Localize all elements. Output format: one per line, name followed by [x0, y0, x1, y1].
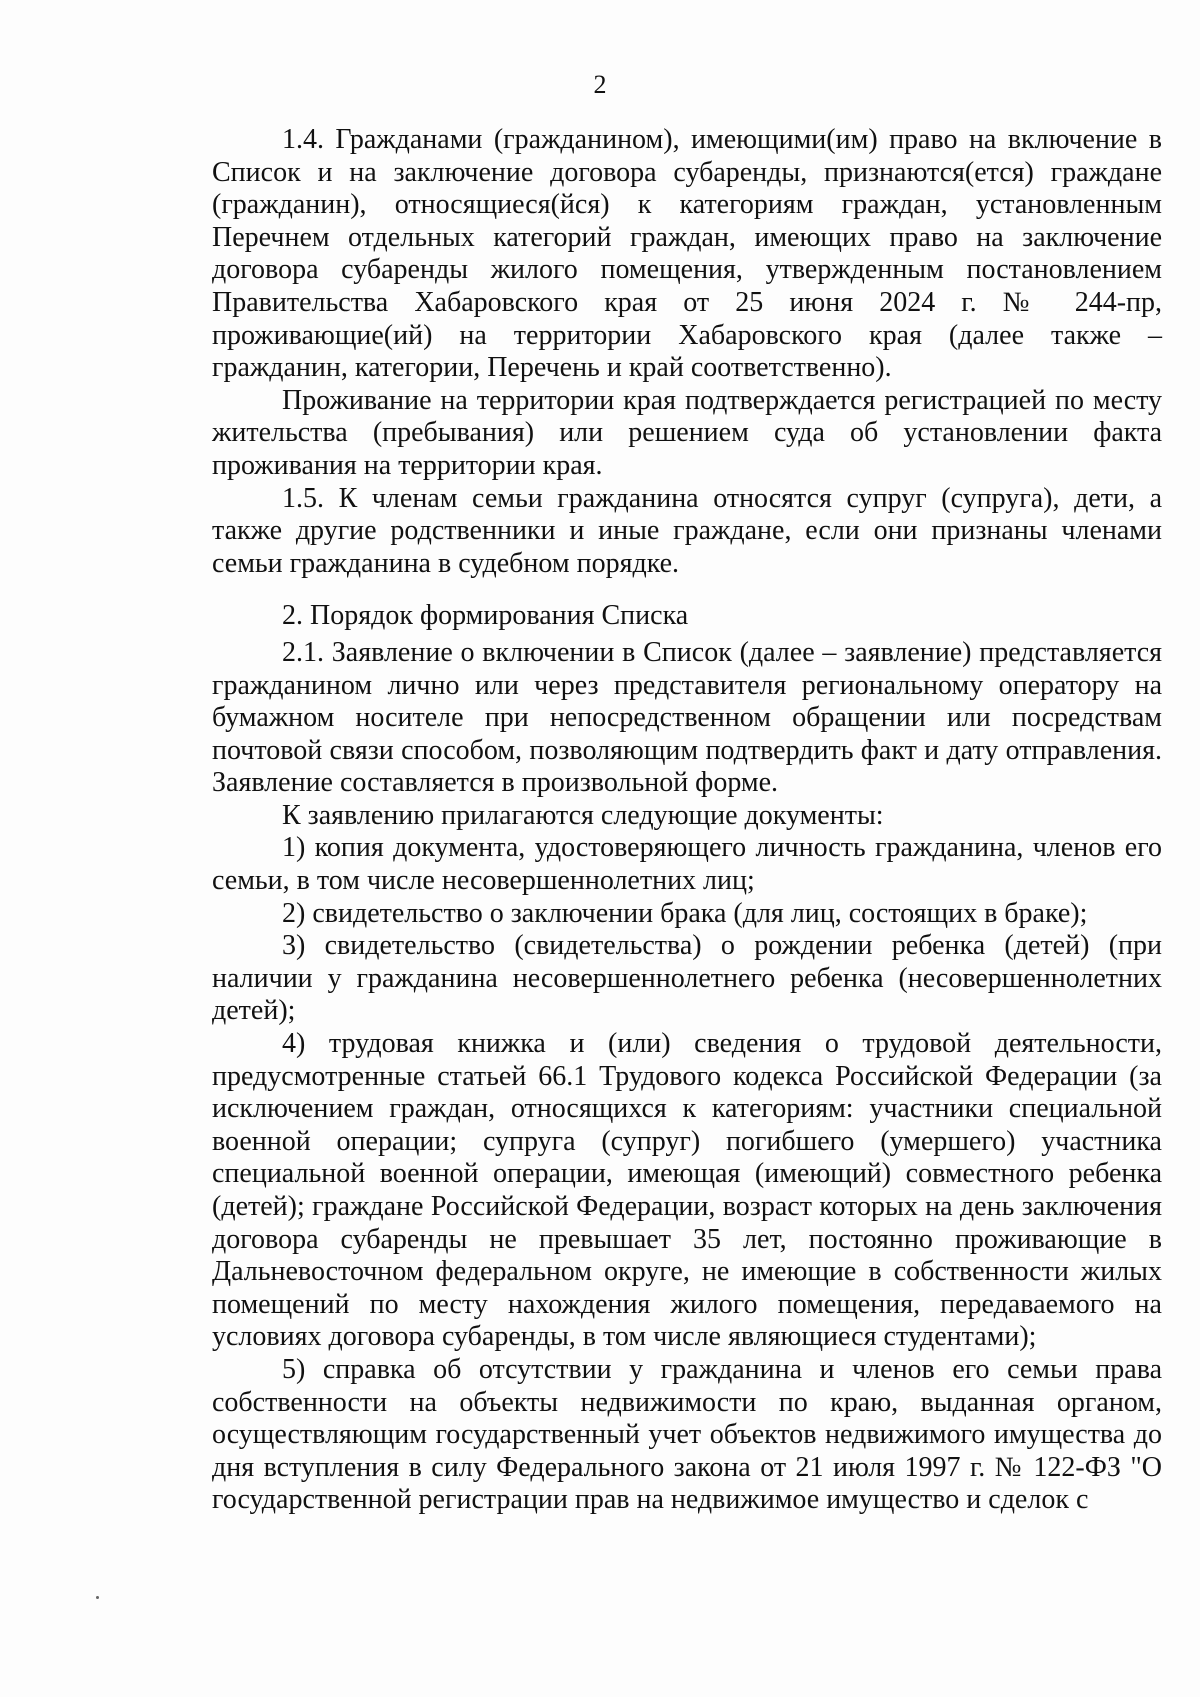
- list-item-3: 3) свидетельство (свидетельства) о рождении ребенка (детей) (при наличии у гражданина несовершеннолетнего ребенка (несовершеннолетних детей);: [212, 930, 1162, 1027]
- document-body: [212, 124, 1162, 1517]
- list-item-5: 5) справка об отсутствии у гражданина и членов его семьи права собственности на объекты недвижимости по краю, выданная органом, осуществляющим государственный учет объектов недвижимого имущества до дня вступления в силу Федерального закона от 21 июля 1997 г. № 122-ФЗ "О государственной регистрации прав на недвижимое имущество и сделок с: [212, 1353, 1162, 1516]
- paragraph-1-5: 1.5. К членам семьи гражданина относятся супруг (супруга), дети, а также другие родственники и иные граждане, если они признаны членами семьи гражданина в судебном порядке.: [212, 482, 1162, 579]
- paragraph-1-4: 1.4. Гражданами (гражданином), имеющими(им) право на включение в Список и на заключение договора субаренды, признаются(ется) граждане (гражданин), относящиеся(йся) к категориям граждан, установленным Перечнем отдельных категорий граждан, имеющих право на заключение договора субаренды жилого помещения, утвержденным постановлением Правительства Хабаровского края от 25 июня 2024 г. № 244-пр, проживающие(ий) на территории Хабаровского края (далее также – гражданин, категории, Перечень и край соответственно).: [212, 124, 1162, 384]
- list-item-2: 2) свидетельство о заключении брака (для лиц, состоящих в браке);: [282, 897, 1088, 929]
- list-item-1: 1) копия документа, удостоверяющего личность гражданина, членов его семьи, в том числе несовершеннолетних лиц;: [212, 832, 1162, 897]
- paragraph-residence: Проживание на территории края подтверждается регистрацией по месту жительства (пребывания) или решением суда об установлении факта проживания на территории края.: [212, 384, 1162, 481]
- scan-artifact-dot: [96, 1596, 99, 1599]
- list-item-4: 4) трудовая книжка и (или) сведения о трудовой деятельности, предусмотренные статьей 66.1 Трудового кодекса Российской Федерации (за исключением граждан, относящихся к категориям: участники специальной военной операции; супруга (супруг) погибшего (умершего) участника специальной военной операции, имеющая (имеющий) совместного ребенка (детей); граждане Российской Федерации, возраст которых на день заключения договора субаренды не превышает 35 лет, постоянно проживающие в Дальневосточном федеральном округе, не имеющие в собственности жилых помещений по месту нахождения жилого помещения, передаваемого на условиях договора субаренды, в том числе являющиеся студентами);: [212, 1028, 1162, 1353]
- paragraph-documents-intro: К заявлению прилагаются следующие документы:: [282, 799, 884, 831]
- paragraph-2-1: 2.1. Заявление о включении в Список (далее – заявление) представляется гражданином лично или через представителя региональному оператору на бумажном носителе при непосредственном обращении или посредствам почтовой связи способом, позволяющим подтвердить факт и дату отправления. Заявление составляется в произвольной форме.: [212, 636, 1162, 799]
- section-heading-2: 2. Порядок формирования Списка: [282, 600, 689, 632]
- page-number: 2: [593, 70, 607, 99]
